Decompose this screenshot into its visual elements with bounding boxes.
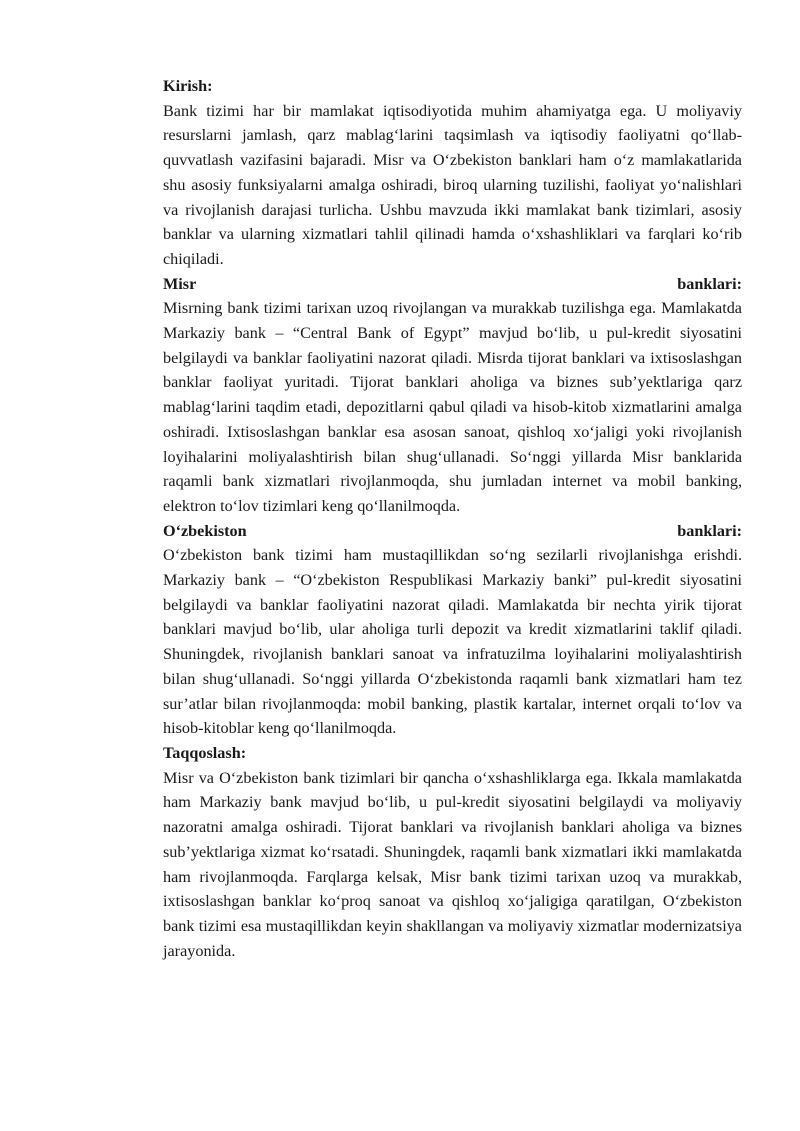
section-heading-misr: [163, 272, 742, 297]
section-heading-uzbekiston-right: banklari:: [677, 521, 742, 540]
section-body-misr: Misrning bank tizimi tarixan uzoq rivojlangan va murakkab tuzilishga ega. Mamlakatda Markaziy bank – “Central Bank of Egypt” mavjud bo‘lib, u pul-kredit siyosatini belgilaydi va banklar faoliyatini nazorat qiladi. Misrda tijorat banklari va ixtisoslashgan banklar faoliyat yuritadi. Tijorat banklari aholiga va biznes sub’yektlariga qarz mablag‘larini taqdim etadi, depozitlarni qabul qiladi va hisob-kitob xizmatlarini amalga oshiradi. Ixtisoslashgan banklar esa asosan sanoat, qishloq xo‘jaligi yoki rivojlanish loyihalarini moliyalashtirish bilan shug‘ullanadi. So‘nggi yillarda Misr banklarida raqamli bank xizmatlari rivojlanmoqda, shu jumladan internet va mobil banking, elektron to‘lov tizimlari keng qo‘llanilmoqda.: [163, 299, 742, 515]
section-heading-misr-right: banklari:: [677, 274, 742, 293]
section-heading-kirish: Kirish:: [163, 77, 213, 95]
section-heading-uzbekiston-left: O‘zbekiston: [163, 521, 247, 540]
section-body-kirish: Bank tizimi har bir mamlakat iqtisodiyotida muhim ahamiyatga ega. U moliyaviy resurslarni jamlash, qarz mablag‘larini taqsimlash va iqtisodiy faoliyatni qo‘llab-quvvatlash vazifasini bajaradi. Misr va O‘zbekiston banklari ham o‘z mamlakatlarida shu asosiy funksiyalarni amalga oshiradi, biroq ularning tuzilishi, faoliyat yo‘nalishlari va rivojlanish darajasi turlicha. Ushbu mavzuda ikki mamlakat bank tizimlari, asosiy banklar va ularning xizmatlari tahlil qilinadi hamda o‘xshashliklari va farqlari ko‘rib chiqiladi.: [163, 101, 742, 268]
section-body-uzbekiston: O‘zbekiston bank tizimi ham mustaqillikdan so‘ng sezilarli rivojlanishga erishdi. Markaziy bank – “O‘zbekiston Respublikasi Markaziy banki” pul-kredit siyosatini belgilaydi va banklar faoliyatini nazorat qiladi. Mamlakatda bir nechta yirik tijorat banklari mavjud bo‘lib, ular aholiga turli depozit va kredit xizmatlarini taklif qiladi. Shuningdek, rivojlanish banklari sanoat va infratuzilma loyihalarini moliyalashtirish bilan shug‘ullanadi. So‘nggi yillarda O‘zbekistonda raqamli bank xizmatlari ham tez sur’atlar bilan rivojlanmoqda: mobil banking, plastik kartalar, internet orqali to‘lov va hisob-kitoblar keng qo‘llanilmoqda.: [163, 546, 742, 738]
section-heading-uzbekiston: [163, 519, 742, 544]
document-page: [163, 74, 742, 963]
section-heading-taqqoslash: Taqqoslash:: [163, 743, 247, 762]
section-heading-misr-left: Misr: [163, 274, 197, 293]
section-body-taqqoslash: Misr va O‘zbekiston bank tizimlari bir qancha o‘xshashliklarga ega. Ikkala mamlakatda ham Markaziy bank mavjud bo‘lib, u pul-kredit siyosatini belgilaydi va moliyaviy nazoratni amalga oshiradi. Tijorat banklari va rivojlanish banklari aholiga va biznes sub’yektlariga xizmat ko‘rsatadi. Shuningdek, raqamli bank xizmatlari ikki mamlakatda ham rivojlanmoqda. Farqlarga kelsak, Misr bank tizimi tarixan uzoq va murakkab, ixtisoslashgan banklar ko‘proq sanoat va qishloq xo‘jaligiga qaratilgan, O‘zbekiston bank tizimi esa mustaqillikdan keyin shakllangan va moliyaviy xizmatlar modernizatsiya jarayonida.: [163, 768, 742, 960]
